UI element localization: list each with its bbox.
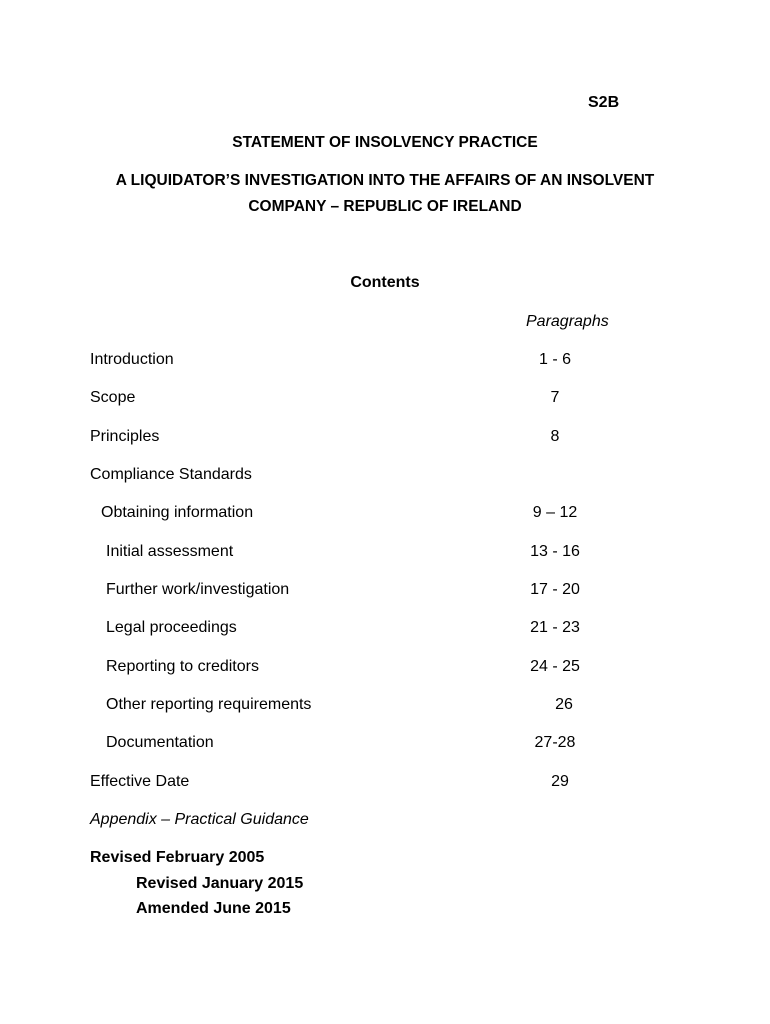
toc-row [0, 466, 770, 488]
toc-paragraphs: 26 [555, 696, 573, 713]
toc-paragraphs: 7 [550, 389, 560, 406]
toc-row [0, 696, 770, 718]
toc-paragraphs: 29 [551, 773, 569, 790]
toc-row [0, 773, 770, 795]
contents-heading: Contents [350, 274, 420, 291]
document-code: S2B [588, 94, 620, 111]
toc-paragraphs: 9 – 12 [532, 504, 578, 521]
toc-paragraphs: 13 - 16 [530, 543, 580, 560]
toc-paragraphs: 21 - 23 [530, 619, 580, 636]
toc-paragraphs: 1 - 6 [538, 351, 571, 368]
toc-label: Compliance Standards [90, 466, 252, 483]
toc-label: Documentation [106, 734, 214, 751]
toc-label: Other reporting requirements [106, 696, 312, 713]
paragraphs-heading: Paragraphs [526, 313, 609, 330]
toc-row [0, 428, 770, 450]
toc-paragraphs: 8 [550, 428, 560, 445]
appendix-entry: Appendix – Practical Guidance [90, 811, 309, 828]
toc-row [0, 734, 770, 756]
toc-row [0, 581, 770, 603]
toc-label: Initial assessment [106, 543, 234, 560]
document-title-line-3: COMPANY – REPUBLIC OF IRELAND [248, 198, 522, 215]
toc-row [0, 351, 770, 373]
toc-paragraphs: 24 - 25 [530, 658, 580, 675]
toc-row [0, 658, 770, 680]
toc-label: Legal proceedings [106, 619, 237, 636]
toc-label: Scope [90, 389, 136, 406]
revision-line: Revised February 2005 [90, 849, 265, 866]
document-title-line-2: A LIQUIDATOR’S INVESTIGATION INTO THE AFFAIRS OF AN INSOLVENT [115, 172, 655, 189]
toc-label: Effective Date [90, 773, 190, 790]
toc-paragraphs: 27-28 [534, 734, 576, 751]
toc-row [0, 389, 770, 411]
toc-label: Reporting to creditors [106, 658, 259, 675]
document-title-line-1: STATEMENT OF INSOLVENCY PRACTICE [232, 134, 538, 151]
toc-label: Obtaining information [101, 504, 254, 521]
toc-label: Further work/investigation [106, 581, 290, 598]
toc-row [0, 619, 770, 641]
toc-row [0, 504, 770, 526]
toc-label: Introduction [90, 351, 174, 368]
revision-line: Amended June 2015 [136, 900, 291, 917]
toc-label: Principles [90, 428, 160, 445]
toc-row [0, 543, 770, 565]
revision-line: Revised January 2015 [136, 875, 304, 892]
toc-paragraphs: 17 - 20 [530, 581, 580, 598]
